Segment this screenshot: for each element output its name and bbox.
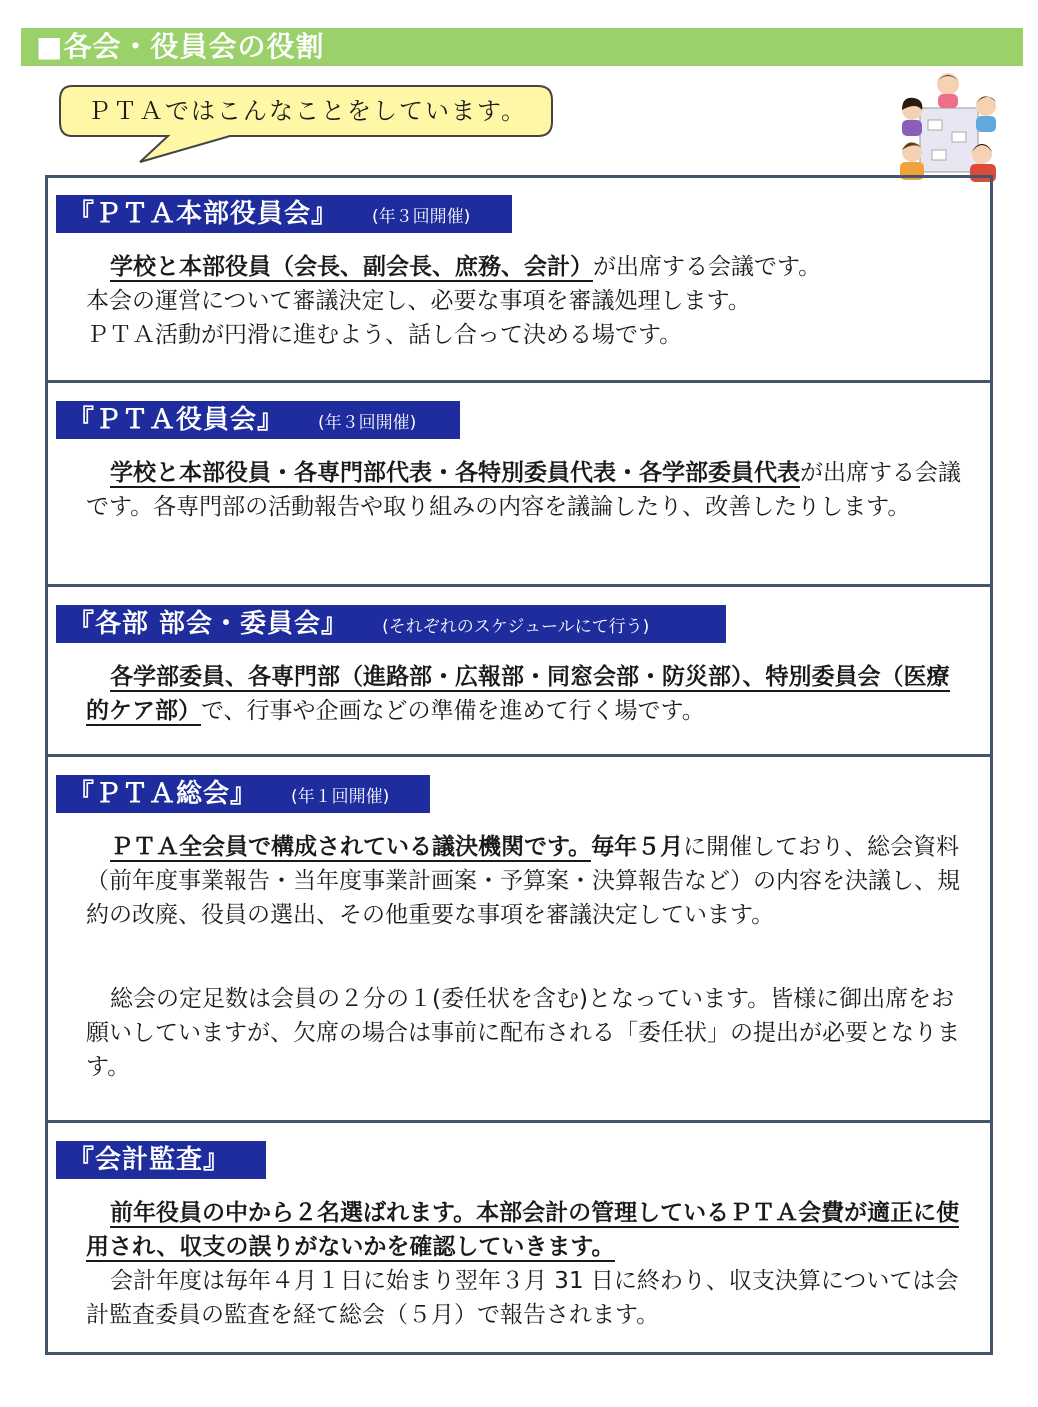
section-divider [45,584,993,587]
section-divider [45,380,993,383]
speech-bubble-text: ＰＴＡではこんなことをしています。 [86,97,528,125]
body-text: が出席する会議です。各専門部の活動報告や取り組みの内容を議論したり、改善したりします。 [86,460,961,520]
body-text: 本会の運営について審議決定し、必要な事項を審議処理します。 [86,288,751,314]
section-divider [45,1120,993,1123]
body-text: 総会の定足数は会員の２分の１(委任状を含む)となっています。皆様に御出席をお願いしていますが、欠席の場合は事前に配布される「委任状」の提出が必要となります。 [86,986,960,1080]
page-title: ■各会・役員会の役割 [36,30,325,63]
section-title-honbu [56,195,512,233]
people-meeting-icon [896,70,1000,182]
section-title-yakuin [56,401,460,439]
section-title-kaikei-kansa [56,1141,266,1179]
emphasis-text: 学校と本部役員（会長、副会長、庶務、会計） [110,254,593,280]
section-title-text: 『会計監査』 [68,1145,231,1175]
section-body-bukai [86,660,966,728]
section-body-kaikei-kansa [86,1196,966,1332]
section-divider [45,754,993,757]
section-body-sokai-quorum [86,982,966,1084]
section-note: (年３回開催) [318,413,417,433]
speech-bubble [0,0,600,170]
body-text: が出席する会議です。 [593,254,822,280]
section-title-text: 『ＰＴＡ総会』 [68,779,258,809]
section-body-sokai [86,830,966,932]
section-title-text: 『ＰＴＡ役員会』 [68,405,285,435]
section-title-sokai [56,775,430,813]
section-note: (それぞれのスケジュールにて行う) [382,617,650,637]
section-title-bukai [56,605,726,643]
body-text: に開催しており、総会資料（前年度事業報告・当年度事業計画案・予算案・決算報告など）の内容を決議し、規約の改廃、役員の選出、その他重要な事項を審議決定しています。 [86,834,960,928]
section-note: (年３回開催) [372,207,471,227]
emphasis-text: ＰＴＡ全会員で構成されている議決機関です。 [110,834,592,860]
emphasis-text: 毎年５月 [591,834,684,860]
section-body-honbu [86,250,966,352]
emphasis-text: 前年役員の中から２名選ばれます。本部会計の管理しているＰＴＡ会費が適正に使用され、収支の誤りがないかを確認していきます。 [86,1200,960,1260]
body-text: ＰＴＡ活動が円滑に進むよう、話し合って決める場です。 [86,322,683,348]
section-body-yakuin [86,456,966,524]
section-title-text: 『ＰＴＡ本部役員会』 [68,199,339,229]
section-title-text: 『各部 部会・委員会』 [68,609,349,639]
emphasis-text: 各学部委員、各専門部（進路部・広報部・同窓会部・防災部）、特別委員会（医療的ケア部） [86,664,950,724]
section-note: (年１回開催) [291,787,390,807]
body-text: で、行事や企画などの準備を進めて行く場です。 [201,698,705,724]
emphasis-text: 学校と本部役員・各専門部代表・各特別委員代表・各学部委員代表 [110,460,800,486]
body-text: 会計年度は毎年４月１日に始まり翌年３月 31 日に終わり、収支決算については会計監査委員の監査を経て総会（５月）で報告されます。 [86,1268,959,1328]
